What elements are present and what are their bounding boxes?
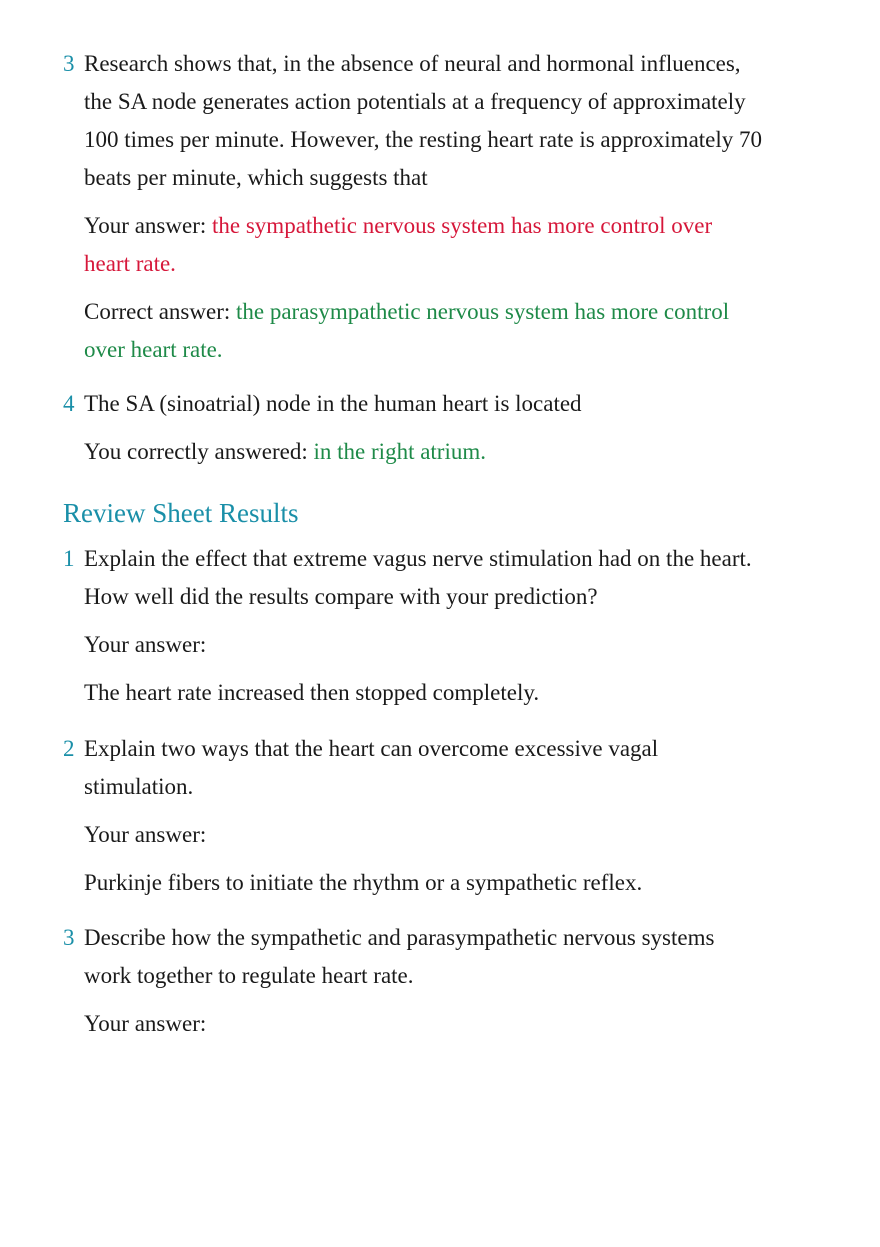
question-text: Explain two ways that the heart can overcome excessive vagal stimulation. [84,736,659,799]
correct-answer-label: You correctly answered: [84,439,314,464]
correct-answer-text: in the right atrium. [313,439,486,464]
quiz-question-4 [63,385,763,471]
answer-text: The heart rate increased then stopped completely. [84,680,540,705]
answer-label: Your answer: [84,632,207,657]
question-number: 2 [63,736,75,761]
question-text: Explain the effect that extreme vagus nerve stimulation had on the heart. How well did the results compare with your prediction? [84,546,752,609]
your-answer [84,207,763,283]
question-number: 4 [63,391,75,416]
correct-answer [84,433,763,471]
quiz-question-3 [63,45,763,369]
review-heading: Review Sheet Results [63,498,299,528]
answer-label: Your answer: [84,822,207,847]
review-item-2 [63,730,763,902]
answer-text: Purkinje fibers to initiate the rhythm or a sympathetic reflex. [84,870,643,895]
question-number: 3 [63,51,75,76]
review-item-3 [63,919,763,1043]
correct-answer-label: Correct answer: [84,299,236,324]
your-answer-label: Your answer: [84,213,212,238]
incorrect-answer: the sympathetic nervous system has more control over heart rate. [84,213,713,276]
question-text: The SA (sinoatrial) node in the human heart is located [84,391,582,416]
question-text: Describe how the sympathetic and parasympathetic nervous systems work together to regulate heart rate. [84,925,715,988]
question-text: Research shows that, in the absence of neural and hormonal influences, the SA node generates action potentials at a frequency of approximately 100 times per minute. However, the resting heart rate is approximately 70 beats per minute, which suggests that [84,51,763,190]
answer-label: Your answer: [84,1011,207,1036]
question-number: 3 [63,925,75,950]
question-number: 1 [63,546,75,571]
review-item-1 [63,540,763,712]
correct-answer-text: the parasympathetic nervous system has more control over heart rate. [84,299,730,362]
correct-answer [84,293,763,369]
